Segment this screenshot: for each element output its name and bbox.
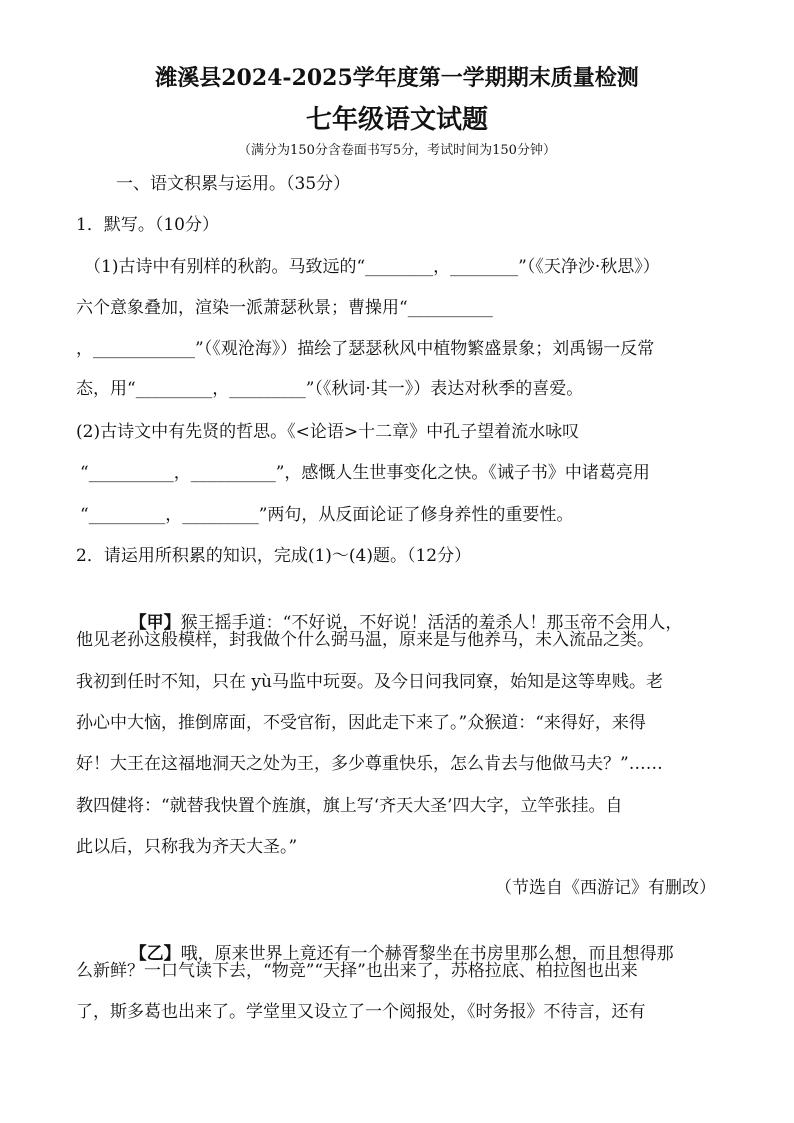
question-1-title: 1．默写。（10分） — [76, 215, 219, 235]
passage-jia-label: 【甲】 — [129, 613, 181, 633]
passage-jia-line: 孙心中大恼，推倒席面，不受官衔，因此走下来了。”众猴道：“来得好，来得 — [76, 713, 646, 733]
exam-note: （满分为150分含卷面书写5分，考试时间为150分钟） — [238, 143, 556, 158]
passage-yi-text: 哦，原来世界上竟还有一个赫胥黎坐在书房里那么想，而且想得那 — [180, 944, 674, 964]
section-heading: 一、语文积累与运用。（35分） — [116, 174, 351, 194]
question-1-line: 态，用“_________，_________”（《秋词·其一》）表达对秋季的喜爱。 — [76, 379, 584, 399]
question-2-title: 2．请运用所积累的知识，完成(1)～(4)题。（12分） — [76, 546, 472, 566]
question-1-line: 六个意象叠加，渲染一派萧瑟秋景；曹操用“__________ — [76, 298, 493, 318]
question-1-line: （1)古诗中有别样的秋韵。马致远的“________，________”（《天净沙·秋思》） — [84, 257, 660, 277]
passage-jia-line: 教四健将：“就替我快置个旌旗，旗上写‘齐天大圣’四大字，立竿张挂。自 — [76, 796, 623, 816]
passage-jia-line: 我初到任时不知，只在 yù马监中玩耍。及今日问我同寮，始知是这等卑贱。老 — [76, 672, 663, 692]
passage-yi-line: 么新鲜？一口气读下去，“物竞”“天择”也出来了，苏格拉底、柏拉图也出来 — [76, 961, 638, 981]
question-1-line: “_________，_________”两句，从反面论证了修身养性的重要性。 — [80, 505, 574, 525]
passage-jia-text: 猴王摇手道：“不好说，不好说！活活的羞杀人！那玉帝不会用人， — [180, 613, 683, 633]
passage-yi-label: 【乙】 — [129, 944, 181, 964]
passage-jia-line: 他见老孙这般模样，封我做个什么弼马温，原来是与他养马，未入流品之类。 — [76, 630, 654, 650]
question-1-line: ，____________”（《观沧海》）描绘了瑟瑟秋风中植物繁盛景象；刘禹锡一反常 — [76, 339, 655, 359]
exam-title: 潍溪县2024-2025学年度第一学期期末质量检测 — [155, 65, 639, 91]
passage-jia-line: 此以后，只称我为齐天大圣。” — [76, 837, 298, 857]
passage-jia-line: 好！大王在这福地洞天之处为王，多少尊重快乐，怎么肯去与他做马夫？”…… — [76, 754, 663, 774]
exam-subject-title: 七年级语文试题 — [305, 105, 488, 135]
question-1-line: (2)古诗文中有先贤的哲思。《<论语>十二章》中孔子望着流水咏叹 — [76, 422, 580, 442]
passage-jia-source: （节选自《西游记》有删改） — [495, 878, 716, 898]
question-1-line: “__________，__________”，感慨人生世事变化之快。《诫子书》中诸葛亮用 — [80, 463, 650, 483]
passage-yi-line: 了，斯多葛也出来了。学堂里又设立了一个阅报处，《时务报》不待言，还有 — [76, 1002, 646, 1022]
